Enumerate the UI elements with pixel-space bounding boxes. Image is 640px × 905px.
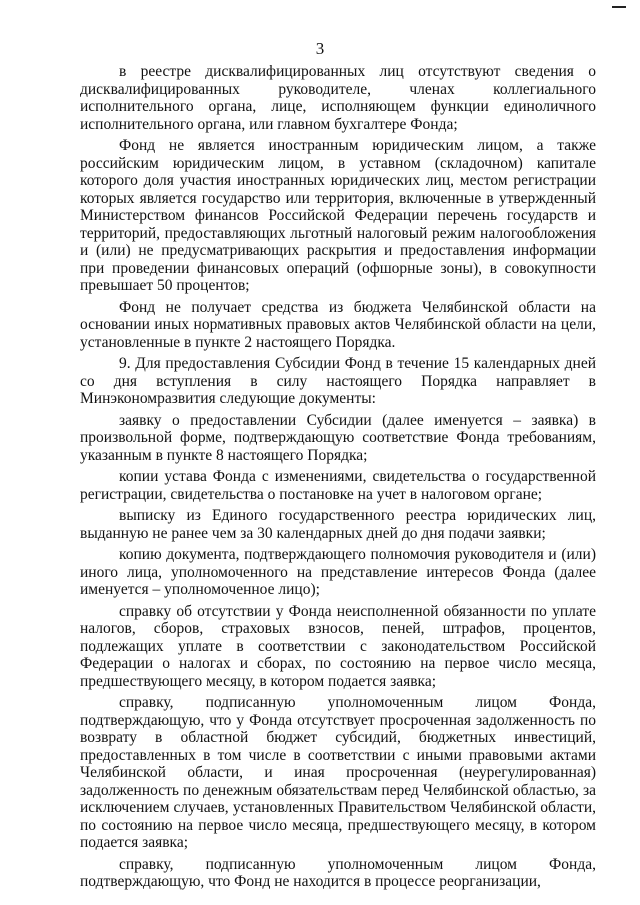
paragraph: копии устава Фонда с изменениями, свидетельства о государственной регистрации, свидетельства о постановке на учет в налоговом органе;	[80, 468, 596, 503]
paragraph: справку об отсутствии у Фонда неисполненной обязанности по уплате налогов, сборов, страховых взносов, пеней, штрафов, процентов, подлежащих уплате в соответствии с законодательством Российской Федерации о налогах и сборах, по состоянию на первое число месяца, предшествующего месяцу, в котором подается заявка;	[80, 602, 596, 690]
paragraph: Фонд не является иностранным юридическим лицом, а также российским юридическим лицом, в уставном (складочном) капитале которого доля участия иностранных юридических лиц, местом регистрации которых является государство или территория, включенные в утвержденный Министерством финансов Российской Федерации перечень государств и территорий, предоставляющих льготный налоговый режим налогообложения и (или) не предусматривающих раскрытия и предоставления информации при проведении финансовых операций (офшорные зоны), в совокупности превышает 50 процентов;	[80, 137, 596, 294]
paragraph: справку, подписанную уполномоченным лицом Фонда, подтверждающую, что Фонд не находится в процессе реорганизации,	[80, 855, 596, 890]
scan-mark	[612, 6, 626, 8]
paragraph: 9. Для предоставления Субсидии Фонд в течение 15 календарных дней со дня вступления в силу настоящего Порядка направляет в Минэкономразвития следующие документы:	[80, 355, 596, 407]
paragraph: заявку о предоставлении Субсидии (далее именуется – заявка) в произвольной форме, подтверждающую соответствие Фонда требованиям, указанным в пункте 8 настоящего Порядка;	[80, 411, 596, 464]
paragraph: Фонд не получает средства из бюджета Челябинской области на основании иных нормативных правовых актов Челябинской области на цели, установленные в пункте 2 настоящего Порядка.	[80, 298, 596, 351]
paragraph: выписку из Единого государственного реестра юридических лиц, выданную не ранее чем за 30 календарных дней до дня подачи заявки;	[80, 507, 596, 542]
document-body	[80, 63, 596, 895]
paragraph: копию документа, подтверждающего полномочия руководителя и (или) иного лица, уполномоченного на представление интересов Фонда (далее именуется – уполномоченное лицо);	[80, 546, 596, 598]
paragraph: справку, подписанную уполномоченным лицом Фонда, подтверждающую, что у Фонда отсутствует просроченная задолженность по возврату в областной бюджет субсидий, бюджетных инвестиций, предоставленных в том числе в соответствии с иными правовыми актами Челябинской области, и иная просроченная (неурегулированная) задолженность по денежным обязательствам перед Челябинской областью, за исключением случаев, установленных Правительством Челябинской области, по состоянию на первое число месяца, предшествующего месяцу, в котором подается заявка;	[80, 694, 596, 851]
page-number: 3	[315, 39, 325, 58]
paragraph: в реестре дисквалифицированных лиц отсутствуют сведения о дисквалифицированных руководителе, членах коллегиального исполнительного органа, лице, исполняющем функции единоличного исполнительного органа, или главном бухгалтере Фонда;	[80, 63, 596, 133]
